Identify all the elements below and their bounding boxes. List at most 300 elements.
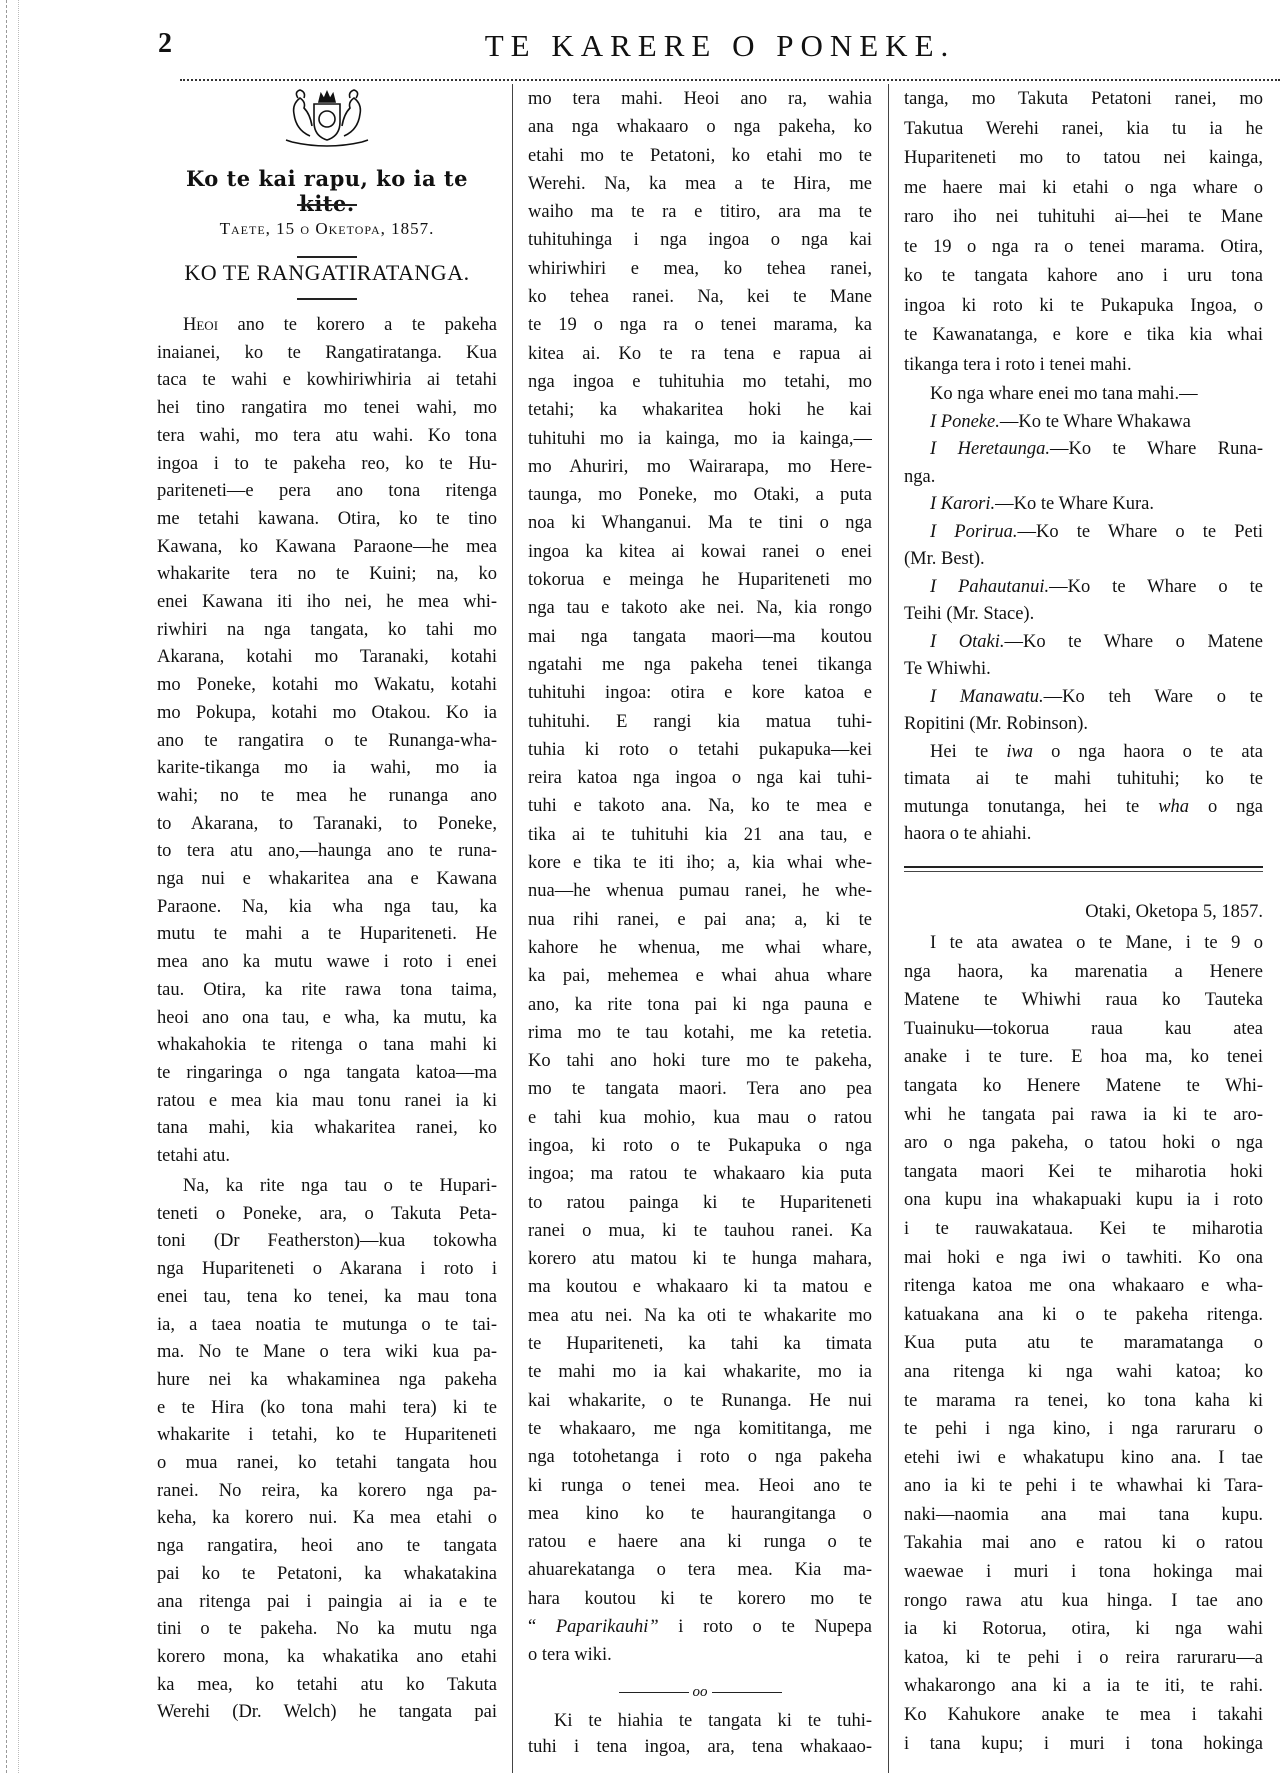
text-segment: te 19 o nga ra o tenei marama, ka	[528, 315, 872, 336]
text-segment: ratou e mea kia mau tonu ranei ia ki	[157, 1090, 497, 1111]
text-line	[157, 534, 497, 562]
text-segment: noa ki Whanganui. Ma te tini o nga	[528, 513, 872, 534]
text-line	[528, 1189, 872, 1217]
text-line	[528, 1160, 872, 1188]
text-segment: haora o te ahiahi.	[904, 824, 1032, 844]
italic-text: iwa	[1006, 741, 1034, 762]
text-segment: katoa, ki te pehi i o reira raruraru—a	[904, 1647, 1263, 1668]
text-segment: whi he tangata pai rawa ia ki te aro-	[904, 1104, 1263, 1125]
text-segment: ahuarekatanga o tera mea. Kia ma-	[528, 1560, 872, 1581]
text-line	[904, 1587, 1263, 1616]
text-segment: ka mea, ko tetahi atu ko Takuta	[157, 1674, 497, 1695]
text-segment: tuhituhinga i nga ingoa o nga kai	[528, 230, 872, 251]
text-segment: ana ritenga ki nga wahi katoa; ko	[904, 1361, 1263, 1382]
text-line	[904, 684, 1263, 712]
text-segment: ingoa ka kitea ai kowai ranei o enei	[528, 541, 872, 562]
text-segment: to ratou painga ki te Hupariteneti	[528, 1192, 872, 1213]
letter-dateline-block	[904, 898, 1263, 926]
text-segment: ano, ka rite tona pai ki nga pauna e	[528, 994, 872, 1015]
text-line	[157, 783, 497, 811]
text-line	[528, 1217, 872, 1245]
text-line	[528, 906, 872, 934]
text-line	[904, 115, 1263, 145]
text-line	[157, 395, 497, 423]
text-line	[904, 351, 1263, 381]
text-segment: te ringaringa o nga tangata katoa—ma	[157, 1062, 497, 1083]
text-line	[157, 1312, 497, 1340]
text-segment: nga.	[904, 466, 936, 487]
text-segment: ratou e haere ana ki runga o te	[528, 1532, 872, 1553]
text-line	[157, 1088, 497, 1116]
text-line	[528, 113, 872, 141]
text-line	[528, 1358, 872, 1386]
text-segment: ia ki Rotorua, otira, ki nga wahi	[904, 1619, 1263, 1640]
text-segment: ma koutou e whakaaro ki ta matou e	[528, 1277, 872, 1298]
text-line	[528, 340, 872, 368]
text-line	[157, 561, 497, 589]
text-segment: mea atu nei. Na ka oti te whakarite mo	[528, 1305, 872, 1326]
text-segment: Teihi (Mr. Stace).	[904, 604, 1035, 624]
text-line	[157, 1533, 497, 1561]
text-segment: te 19 o nga ra o tenei marama. Otira,	[904, 236, 1263, 257]
text-segment: Akarana, kotahi mo Taranaki, kotahi	[157, 647, 497, 668]
text-segment: tetahi atu.	[157, 1146, 230, 1167]
text-line	[528, 1415, 872, 1443]
letter-dateline: Otaki, Oketopa 5, 1857.	[1085, 902, 1263, 922]
text-segment: —Ko te Whare o te Peti	[1017, 521, 1263, 542]
text-line	[157, 1478, 497, 1506]
text-segment: mo te tangata maori. Tera ano pea	[528, 1079, 872, 1100]
article-paragraph	[528, 85, 872, 1670]
text-line	[157, 423, 497, 451]
text-line	[528, 283, 872, 311]
text-segment: waiho ma te ra e titiro, ara ma te	[528, 202, 872, 223]
column-divider	[512, 84, 513, 1773]
text-segment: Ko Kahukore anake te mea i takahi	[904, 1705, 1263, 1726]
text-line	[904, 436, 1263, 464]
text-segment: Tuainuku—tokorua raua kau atea	[904, 1018, 1263, 1039]
text-line	[904, 1043, 1263, 1072]
text-line	[157, 1450, 497, 1478]
text-line	[528, 736, 872, 764]
text-segment: te marama ra tenei, ko tona kaha ki	[904, 1390, 1263, 1411]
text-segment: anake i te ture. E hoa ma, ko tenei	[904, 1047, 1263, 1068]
text-line	[528, 170, 872, 198]
ornament-text: oo	[692, 1684, 708, 1700]
text-segment: rongo rawa atu kua hinga. I tae ano	[904, 1590, 1263, 1611]
text-line	[904, 321, 1263, 351]
text-segment: tokorua e meinga he Hupariteneti mo	[528, 570, 872, 591]
text-segment: taunga, mo Poneke, mo Otaki, a puta	[528, 485, 872, 506]
text-line	[904, 1387, 1263, 1416]
text-segment: te pehi i nga kino, i nga raruraru o	[904, 1419, 1263, 1440]
text-line	[904, 1701, 1263, 1730]
text-line	[904, 1329, 1263, 1358]
text-line	[528, 226, 872, 254]
text-line	[528, 198, 872, 226]
text-line	[528, 821, 872, 849]
text-line	[157, 589, 497, 617]
text-line	[157, 1284, 497, 1312]
text-segment: karite-tikanga mo ia wahi, mo ia	[157, 758, 497, 779]
text-segment: i roto o te Nupepa	[658, 1617, 872, 1638]
text-segment: ingoa i to te pakeha reo, ko te Hu-	[157, 453, 497, 474]
italic-text: I Pahautanui.	[930, 576, 1050, 597]
text-line	[904, 1072, 1263, 1101]
text-segment: pariteneti—e pera ano tona ritenga	[157, 481, 497, 502]
text-segment: me tetahi kawana. Otira, ko te tino	[157, 508, 497, 529]
text-segment: mea ano ka mutu wawe i roto i enei	[157, 952, 497, 973]
text-line	[904, 519, 1263, 547]
text-line	[904, 629, 1263, 657]
text-segment: nga tau e takoto ake nei. Na, kia rongo	[528, 598, 872, 619]
text-segment: Na, ka rite nga tau o te Hupari-	[183, 1176, 497, 1196]
text-segment: tanga, mo Takuta Petatoni ranei, mo	[904, 89, 1263, 109]
text-line	[528, 764, 872, 792]
text-segment: hure nei ka whakaminea nga pakeha	[157, 1369, 497, 1390]
text-line	[904, 1415, 1263, 1444]
text-line	[528, 623, 872, 651]
text-line	[904, 711, 1263, 739]
text-line	[904, 574, 1263, 602]
text-segment: Hei te	[930, 741, 1007, 762]
text-segment: —Ko teh Ware o te	[1043, 686, 1263, 707]
text-line	[904, 794, 1263, 822]
text-line	[904, 174, 1263, 204]
text-line	[904, 1672, 1263, 1701]
text-segment: riwhiri na nga tangata, ko tahi mo	[157, 619, 497, 640]
text-segment: ki runga o tenei mea. Heoi ano te	[528, 1475, 872, 1496]
text-segment: tuhituhi ingoa: otira e kore katoa e	[528, 683, 872, 704]
text-line	[528, 311, 872, 339]
text-segment: tangata ko Henere Matene te Whi-	[904, 1075, 1263, 1096]
text-segment: pai ko te Petatoni, ka whakatakina	[157, 1563, 497, 1584]
text-segment: ia, a taea noatia te mutunga o te tai-	[157, 1314, 497, 1335]
text-line	[904, 85, 1263, 115]
text-line	[157, 1422, 497, 1450]
text-segment: —Ko te Whare o te	[1049, 576, 1263, 597]
text-line	[157, 506, 497, 534]
text-segment: ranei o mua, ki te tauhou ranei. Ka	[528, 1220, 872, 1241]
text-segment: ingoa; ma ratou te whakaaro kia puta	[528, 1164, 872, 1185]
text-segment: ana nga whakaaro o nga pakeha, ko	[528, 117, 872, 138]
text-segment: teneti o Poneke, ara, o Takuta Peta-	[157, 1203, 497, 1224]
text-segment: etehi iwi e whakatupu kino ana. I tae	[904, 1447, 1263, 1468]
text-segment: —Ko te Whare Runa-	[1049, 439, 1263, 459]
text-segment: korero mona, ka whakatika ano etahi	[157, 1646, 497, 1667]
text-segment: mo Pokupa, kotahi mo Otakou. Ko ia	[157, 702, 497, 723]
text-segment: te Hupariteneti, ka tahi ka timata	[528, 1334, 872, 1355]
text-line	[528, 708, 872, 736]
text-segment: Werehi. Na, ka mea a te Hira, me	[528, 173, 872, 194]
text-line	[157, 1256, 497, 1284]
text-line	[904, 491, 1263, 519]
drop-word: Heoi	[183, 315, 219, 335]
text-segment: nga Hupariteneti o Akarana i roto i	[157, 1259, 497, 1280]
text-line	[528, 792, 872, 820]
text-line	[904, 1529, 1263, 1558]
text-segment: ngatahi me nga pakeha tenei tikanga	[528, 654, 872, 675]
text-segment: tuhituhi mo ia kainga, mo ia kainga,—	[528, 428, 872, 449]
text-line	[528, 1302, 872, 1330]
text-segment: mutu te mahi a te Hupariteneti. He	[157, 924, 497, 945]
text-segment: naki—naomia ana mai tana kupu.	[904, 1504, 1263, 1525]
italic-text: I Heretaunga.	[930, 439, 1050, 459]
text-segment: mo Poneke, kotahi mo Wakatu, kotahi	[157, 675, 497, 696]
text-line	[157, 949, 497, 977]
article-paragraph	[904, 85, 1263, 380]
text-segment: Ki te hiahia te tangata ki te tuhi-	[554, 1711, 872, 1731]
text-segment: ranei. No reira, ka korero nga pa-	[157, 1480, 497, 1501]
text-line	[904, 1244, 1263, 1273]
text-line	[157, 1644, 497, 1672]
text-line	[904, 958, 1263, 987]
article-paragraph	[157, 1173, 497, 1727]
text-line	[157, 617, 497, 645]
text-segment: ritenga katoa me ona whakaaro e wha-	[904, 1276, 1263, 1297]
text-line	[157, 1367, 497, 1395]
text-line	[157, 312, 497, 340]
text-segment: me haere mai ki etahi o nga whare o	[904, 177, 1263, 198]
text-segment: Ko nga whare enei mo tana mahi.—	[930, 384, 1198, 404]
italic-text: I Manawatu.	[930, 686, 1044, 707]
text-segment: nua—he whenua pumau ranei, he whe-	[528, 881, 872, 902]
text-line	[904, 1301, 1263, 1330]
text-segment: ingoa, ki roto o te Pukapuka o nga	[528, 1135, 872, 1156]
text-line	[904, 739, 1263, 767]
text-segment: nga nui e whakaritea ana e Kawana	[157, 869, 497, 890]
text-segment: nga ingoa e tuhituhia mo tetahi, mo	[528, 371, 872, 392]
text-line	[528, 255, 872, 283]
text-line	[528, 481, 872, 509]
text-segment: o tera wiki.	[528, 1645, 612, 1666]
text-line	[528, 1585, 872, 1613]
text-line	[904, 1472, 1263, 1501]
text-line	[528, 566, 872, 594]
text-segment: e tahi kua mohio, kua mau o ratou	[528, 1107, 872, 1128]
text-line	[157, 1115, 497, 1143]
text-line	[528, 962, 872, 990]
text-segment: whakarite i tetahi, ko te Hupariteneti	[157, 1425, 497, 1446]
text-segment: —Ko te Whare o Matene	[1004, 631, 1263, 652]
text-line	[528, 1132, 872, 1160]
text-line	[157, 478, 497, 506]
text-segment: whakahokia te ritenga o tana mahi ki	[157, 1035, 497, 1056]
text-segment: —Ko te Whare Whakawa	[999, 411, 1191, 432]
text-line	[528, 1273, 872, 1301]
text-segment: Takutua Werehi ranei, kia tu ia he	[904, 118, 1263, 139]
text-line	[904, 546, 1263, 574]
scan-edge-artifact	[6, 0, 7, 1773]
text-line	[157, 755, 497, 783]
text-segment: inaianei, ko te Rangatiratanga. Kua	[157, 342, 497, 363]
text-segment: kore e tika te iti iho; a, kia whai whe-	[528, 853, 872, 874]
text-segment: o nga haora o te ata	[1033, 741, 1263, 762]
text-segment: tuhi e takoto ana. Na, ko te mea e	[528, 796, 872, 817]
text-line	[528, 1500, 872, 1528]
text-line	[904, 144, 1263, 174]
text-line	[157, 340, 497, 368]
text-segment: ma. No te Mane o tera wiki kua pa-	[157, 1342, 497, 1363]
text-segment: Paraone. Na, kia wha nga tau, ka	[157, 896, 497, 917]
text-line	[528, 1330, 872, 1358]
text-line	[528, 142, 872, 170]
text-line	[528, 849, 872, 877]
text-segment: Ko tahi ano hoki ture mo te pakeha,	[528, 1051, 872, 1072]
text-line	[528, 877, 872, 905]
text-segment: enei tau, tena ko tenei, ka mau tona	[157, 1286, 497, 1307]
text-segment: o mua ranei, ko tetahi tangata hou	[157, 1453, 497, 1474]
text-segment: Te Whiwhi.	[904, 659, 991, 679]
text-line	[157, 838, 497, 866]
text-segment: (Mr. Best).	[904, 549, 985, 569]
text-segment: korero atu matou ki te hunga mahara,	[528, 1249, 872, 1270]
text-line	[157, 700, 497, 728]
text-segment: Takahia mai ano e ratou ki o ratou	[904, 1533, 1263, 1554]
scan-edge-artifact	[18, 0, 19, 1773]
text-segment: ingoa ki roto ki te Pukapuka Ingoa, o	[904, 295, 1263, 316]
text-line	[528, 934, 872, 962]
text-segment: whakarite tera no te Kuini; na, ko	[157, 564, 497, 585]
text-line	[528, 1104, 872, 1132]
text-segment: —Ko te Whare Kura.	[995, 494, 1155, 514]
text-line	[904, 656, 1263, 684]
text-line	[157, 1173, 497, 1201]
text-segment: hara koutou ki te korero mo te	[528, 1588, 872, 1609]
text-line	[904, 929, 1263, 958]
text-line	[904, 821, 1263, 849]
text-line	[528, 991, 872, 1019]
text-line	[157, 1699, 497, 1727]
text-line	[157, 451, 497, 479]
text-line	[904, 1101, 1263, 1130]
text-segment: nua rihi ranei, e pai ana; a, ki te	[528, 909, 872, 930]
text-line	[904, 1129, 1263, 1158]
text-line	[528, 396, 872, 424]
text-line	[528, 85, 872, 113]
text-segment: mai hoki e nga iwi o tawhiti. Ko ona	[904, 1247, 1263, 1268]
text-segment: keha, ka korero nui. Ka mea etahi o	[157, 1508, 497, 1529]
italic-text: Paparikauhi”	[555, 1617, 659, 1638]
text-segment: ona kupu ina whakapuaki kupu ia i roto	[904, 1190, 1263, 1211]
text-line	[157, 1032, 497, 1060]
text-line	[528, 1556, 872, 1584]
polling-places-list	[904, 381, 1263, 849]
text-segment: i tana kupu; i muri i tona hokinga	[904, 1733, 1263, 1754]
text-segment: nga totohetanga i roto o nga pakeha	[528, 1447, 872, 1468]
ornamental-rule	[297, 298, 357, 300]
text-segment: te Kawanatanga, e kore e tika kia whai	[904, 325, 1263, 345]
text-segment: hei tino rangatira mo tenei wahi, mo	[157, 398, 497, 419]
text-line	[157, 1616, 497, 1644]
text-line	[904, 203, 1263, 233]
text-segment: nga rangatira, heoi ano te tangata	[157, 1536, 497, 1557]
text-line	[528, 509, 872, 537]
text-line	[157, 672, 497, 700]
text-line	[157, 1339, 497, 1367]
text-segment: waewae i muri i tona hokinga mai	[904, 1562, 1263, 1583]
text-line	[904, 1186, 1263, 1215]
text-line	[157, 1060, 497, 1088]
text-segment: tetahi; ka whakaritea hoki he kai	[528, 400, 872, 421]
text-segment: ko te tangata kahore ano i uru tona	[904, 266, 1263, 286]
text-line	[528, 1708, 872, 1734]
text-segment: taca te wahi e kowhiriwhiria ai tetahi	[157, 370, 497, 391]
motto: Ko te kai rapu, ko ia te kite.	[186, 166, 468, 216]
text-line	[904, 1358, 1263, 1387]
text-segment: I te ata awatea o te Mane, i te 9 o	[930, 933, 1263, 953]
text-line	[904, 1644, 1263, 1673]
text-segment: toni (Dr Featherston)—kua tokowha	[157, 1231, 497, 1252]
text-segment: mea kino ko te haurangitanga o	[528, 1503, 872, 1524]
text-line	[528, 1472, 872, 1500]
text-line	[904, 1015, 1263, 1044]
text-segment: to Akarana, to Taranaki, to Poneke,	[157, 813, 497, 834]
article-paragraph	[904, 929, 1263, 1758]
text-line	[528, 1019, 872, 1047]
text-segment: mo Ahuriri, mo Wairarapa, mo Here-	[528, 456, 872, 477]
text-segment: Hupariteneti mo to tatou nei kainga,	[904, 148, 1263, 168]
royal-coat-of-arms-emblem	[262, 86, 392, 148]
article-paragraph	[157, 312, 497, 1171]
text-line	[157, 1505, 497, 1533]
text-line	[157, 1201, 497, 1229]
text-line	[157, 1672, 497, 1700]
text-segment: ana ritenga pai i paingia ai ia e te	[157, 1591, 497, 1612]
text-line	[157, 1228, 497, 1256]
text-segment: i te rauwakataua. Kei te miharotia	[904, 1218, 1263, 1239]
text-segment: Kua puta atu te maramatanga o	[904, 1333, 1263, 1354]
text-line	[157, 977, 497, 1005]
text-segment: Kawana, ko Kawana Paraone—he mea	[157, 536, 497, 557]
text-segment: tuhi i tena ingoa, ara, tena whakaao-	[528, 1737, 872, 1757]
text-line	[157, 1395, 497, 1423]
text-line	[157, 1005, 497, 1033]
text-segment: ko tehea ranei. Na, kei te Mane	[528, 287, 872, 308]
italic-text: I Poneke.	[930, 411, 1000, 432]
text-line	[528, 679, 872, 707]
text-line	[904, 1501, 1263, 1530]
text-segment: o nga	[1189, 796, 1263, 817]
ornamental-rule	[297, 204, 357, 206]
text-line	[157, 1561, 497, 1589]
text-line	[904, 986, 1263, 1015]
text-segment: kahore he whenua, me whai whare,	[528, 937, 872, 958]
text-segment: te whakaaro, me nga komititanga, me	[528, 1418, 872, 1439]
text-line	[157, 894, 497, 922]
text-line	[157, 811, 497, 839]
text-line	[904, 233, 1263, 263]
text-line	[904, 766, 1263, 794]
text-segment: whiriwhiri e mea, ko tehea ranei,	[528, 258, 872, 279]
text-segment: Matene te Whiwhi raua ko Tauteka	[904, 990, 1263, 1011]
text-segment: rima mo te tau kotahi, me ka retetia.	[528, 1022, 872, 1043]
text-line	[904, 292, 1263, 322]
text-line	[157, 1143, 497, 1171]
text-line	[904, 1158, 1263, 1187]
article-heading: KO TE RANGATIRATANGA.	[184, 260, 470, 285]
text-segment: etahi mo te Petatoni, ko etahi mo te	[528, 145, 872, 166]
text-segment: tangata maori Kei te miharotia hoki	[904, 1161, 1263, 1182]
text-line	[528, 1075, 872, 1103]
text-segment: mutunga tonutanga, hei te	[904, 796, 1159, 817]
text-line	[157, 921, 497, 949]
text-line	[528, 425, 872, 453]
text-segment: tika ai te tuhituhi kia 21 ana tau, e	[528, 824, 872, 845]
text-segment: aro o nga pakeha, o tatou hoki o nga	[904, 1133, 1263, 1154]
text-segment: tuhituhi. E rangi kia matua tuhi-	[528, 711, 872, 732]
text-segment: te mahi mo ia kai whakarite, mo ia	[528, 1362, 872, 1383]
